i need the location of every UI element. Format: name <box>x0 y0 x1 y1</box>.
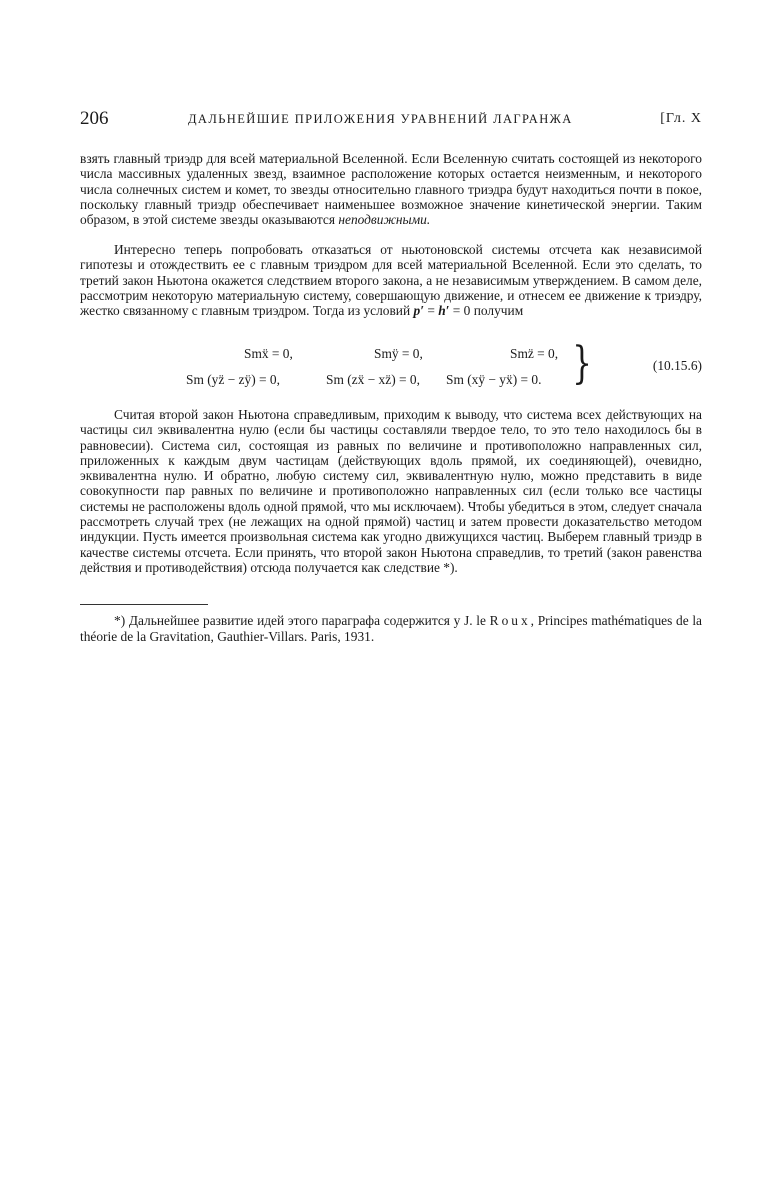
paragraph-3 <box>80 407 702 575</box>
footnote-text-before: *) Дальнейшее развитие идей этого параграфа содержится у J. le <box>114 613 486 628</box>
paragraph-2 <box>80 242 702 318</box>
equation-brace: } <box>572 338 592 389</box>
footnote <box>80 613 702 645</box>
paragraph-1-text: взять главный триэдр для всей материальной Вселенной. Если Вселенную считать состоящей из некоторого числа массивных удаленных звезд, взаимное расположение которых остается неизменным, и некоторого числа солнечных систем и комет, то звезды относительно главного триэдра будут находиться почти в покое, поскольку главный триэдр обеспечивает наименьшее возможное значение кинетической энергии. Таким образом, в этой системе звезды оказываются <box>80 151 702 228</box>
running-title: ДАЛЬНЕЙШИЕ ПРИЛОЖЕНИЯ УРАВНЕНИЙ ЛАГРАНЖА <box>188 112 573 126</box>
running-head <box>80 108 702 132</box>
equation-cell: Smÿ = 0, <box>374 346 423 361</box>
condition-eq: = <box>423 303 439 319</box>
equation-number: (10.15.6) <box>652 358 702 373</box>
paragraph-3-text: Считая второй закон Ньютона справедливым, приходим к выводу, что система всех действующих на частицы сил эквивалентна нулю (если бы частицы составляли твердое тело, то это тело находилось бы в равновесии). Система сил, состоящая из равных по величине и противоположно направленных сил, приложенных к каждым двум частицам (действующих вдоль прямой, их соединяющей), очевидно, эквивалентна нулю. И обратно, любую систему сил, эквивалентную нулю, можно представить в виде совокупности пар равных по величине и противоположно направленных сил (если только все частицы системы не расположены вдоль одной прямой, что мы исключаем). Чтобы убедиться в этом, следует сначала рассмотреть случай трех (не лежащих на одной прямой) частиц и затем провести доказательство методом индукции. Пусть имеется произвольная система как угодно движущихся частиц. Выберем главный триэдр в качестве системы отсчета. Если принять, что второй закон Ньютона справедлив, то третий (закон равенства действия и противодействия) отсюда получается как следствие *). <box>80 407 702 575</box>
condition-tail: = 0 получим <box>449 303 524 319</box>
footnote-author: Roux <box>489 613 531 628</box>
equation-cell: Sm (xÿ − yẍ) = 0. <box>446 372 542 387</box>
equation-cell: Sm (zẍ − xz̈) = 0, <box>326 372 420 387</box>
equation-cell: Sm (yz̈ − zÿ) = 0, <box>186 372 280 387</box>
condition-p: p′ <box>413 303 424 319</box>
equation-block <box>170 340 702 395</box>
equation-cell: Smẍ = 0, <box>244 346 293 361</box>
footnote-text-after: , Principes mathématiques de la théorie de la Gravitation, Gauthier-Villars. Paris, 1931. <box>80 613 702 644</box>
equation-cell: Smz̈ = 0, <box>510 346 559 361</box>
chapter-marker: [Гл. X <box>660 111 702 126</box>
page-number: 206 <box>80 108 109 129</box>
condition-h: h′ <box>438 303 450 319</box>
paragraph-1 <box>80 151 702 227</box>
paragraph-1-italic: неподвижными. <box>338 212 431 228</box>
paragraph-2-text: Интересно теперь попробовать отказаться от ньютоновской системы отсчета как независимой гипотезы и отождествить ее с главным триэдром для всей материальной Вселенной. Если это сделать, то третий закон Ньютона окажется следствием второго закона, а не независимым утверждением. В самом деле, рассмотрим некоторую материальную систему, совершающую движение, и отнесем ее движение к триэдру, жестко связанному с главным триэдром. Тогда из условий <box>80 242 702 319</box>
footnote-divider <box>80 604 208 605</box>
